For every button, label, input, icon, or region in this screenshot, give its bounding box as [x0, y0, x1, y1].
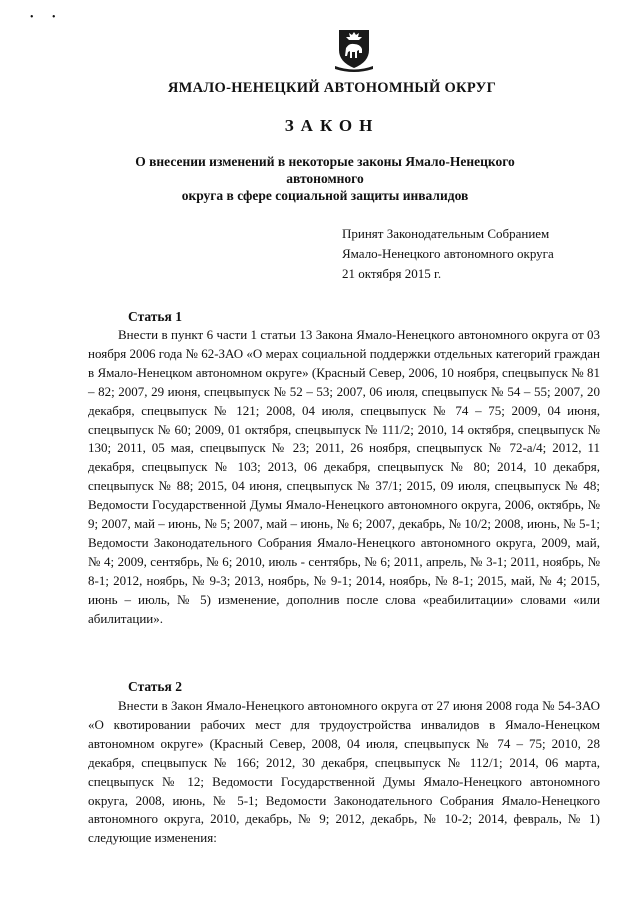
adoption-note [342, 224, 554, 284]
article-1-text: Внести в пункт 6 части 1 статьи 13 Закона Ямало-Ненецкого автономного округа от 03 ноября 2006 года № 62-ЗАО «О мерах социальной поддержки отдельных категорий граждан в Ямало-Ненецком автономном округе» (Красный Север, 2006, 10 ноября, спецвыпуск № 81 – 82; 2007, 29 июня, спецвыпуск № 52 – 53; 2007, 06 июля, спецвыпуск № 54 – 55; 2007, 20 декабря, спецвыпуск № 121; 2008, 04 июля, спецвыпуск № 74 – 75; 2009, 04 июня, спецвыпуск № 60; 2009, 01 октября, спецвыпуск № 111/2; 2010, 14 октября, спецвыпуск № 130; 2011, 05 мая, спецвыпуск № 23; 2011, 26 ноября, спецвыпуск № 72-а/4; 2012, 11 декабря, спецвыпуск № 103; 2013, 06 декабря, спецвыпуск № 80; 2014, 10 декабря, спецвыпуск № 88; 2015, 04 июня, спецвыпуск № 37/1; 2015, 09 июля, спецвыпуск № 48; Ведомости Государственной Думы Ямало-Ненецкого автономного округа, 2006, октябрь, № 9; 2007, май – июнь, № 5; 2007, май – июнь, № 6; 2007, декабрь, № 10/2; 2008, июнь, № 5-1; Ведомости Законодательного Собрания Ямало-Ненецкого автономного округа, 2009, май, № 4; 2009, сентябрь, № 6; 2010, июль - сентябрь, № 6; 2011, апрель, № 3-1; 2011, ноябрь, № 8-1; 2012, ноябрь, № 9-3; 2013, ноябрь, № 9-1; 2014, ноябрь, № 8-1; 2015, май, № 4; 2015, июнь – июль, № 5) изменение, дополнив после слова «реабилитации» словами «или абилитации». [88, 327, 600, 626]
region-heading: ЯМАЛО-НЕНЕЦКИЙ АВТОНОМНЫЙ ОКРУГ [167, 80, 497, 96]
document-type-title: ЗАКОН [284, 116, 380, 135]
coat-of-arms-icon [333, 26, 375, 72]
law-subject [110, 153, 540, 204]
law-subject-line-1: О внесении изменений в некоторые законы Ямало-Ненецкого автономного [135, 154, 515, 186]
adoption-line-2: Ямало-Ненецкого автономного округа [342, 246, 554, 261]
article-2-title: Статья 2 [128, 679, 182, 694]
article-2-text: Внести в Закон Ямало-Ненецкого автономного округа от 27 июня 2008 года № 54-ЗАО «О квотировании рабочих мест для трудоустройства инвалидов в Ямало-Ненецком автономном округе» (Красный Север, 2008, 04 июля, спецвыпуск № 74 – 75; 2010, 28 декабря, спецвыпуск № 166; 2012, 30 декабря, спецвыпуск № 112/1; 2014, 06 марта, спецвыпуск № 12; Ведомости Государственной Думы Ямало-Ненецкого автономного округа, 2008, июнь, № 5-1; Ведомости Законодательного Собрания Ямало-Ненецкого автономного округа, 2010, декабрь, № 9; 2012, декабрь, № 10-2; 2014, февраль, № 1) следующие изменения: [88, 698, 600, 846]
law-subject-line-2: округа в сфере социальной защиты инвалидов [181, 188, 469, 203]
article-1-title: Статья 1 [128, 309, 182, 324]
scan-marks: • • [30, 12, 64, 23]
adoption-date: 21 октября 2015 г. [342, 266, 442, 281]
adoption-line-1: Принят Законодательным Собранием [342, 226, 550, 241]
